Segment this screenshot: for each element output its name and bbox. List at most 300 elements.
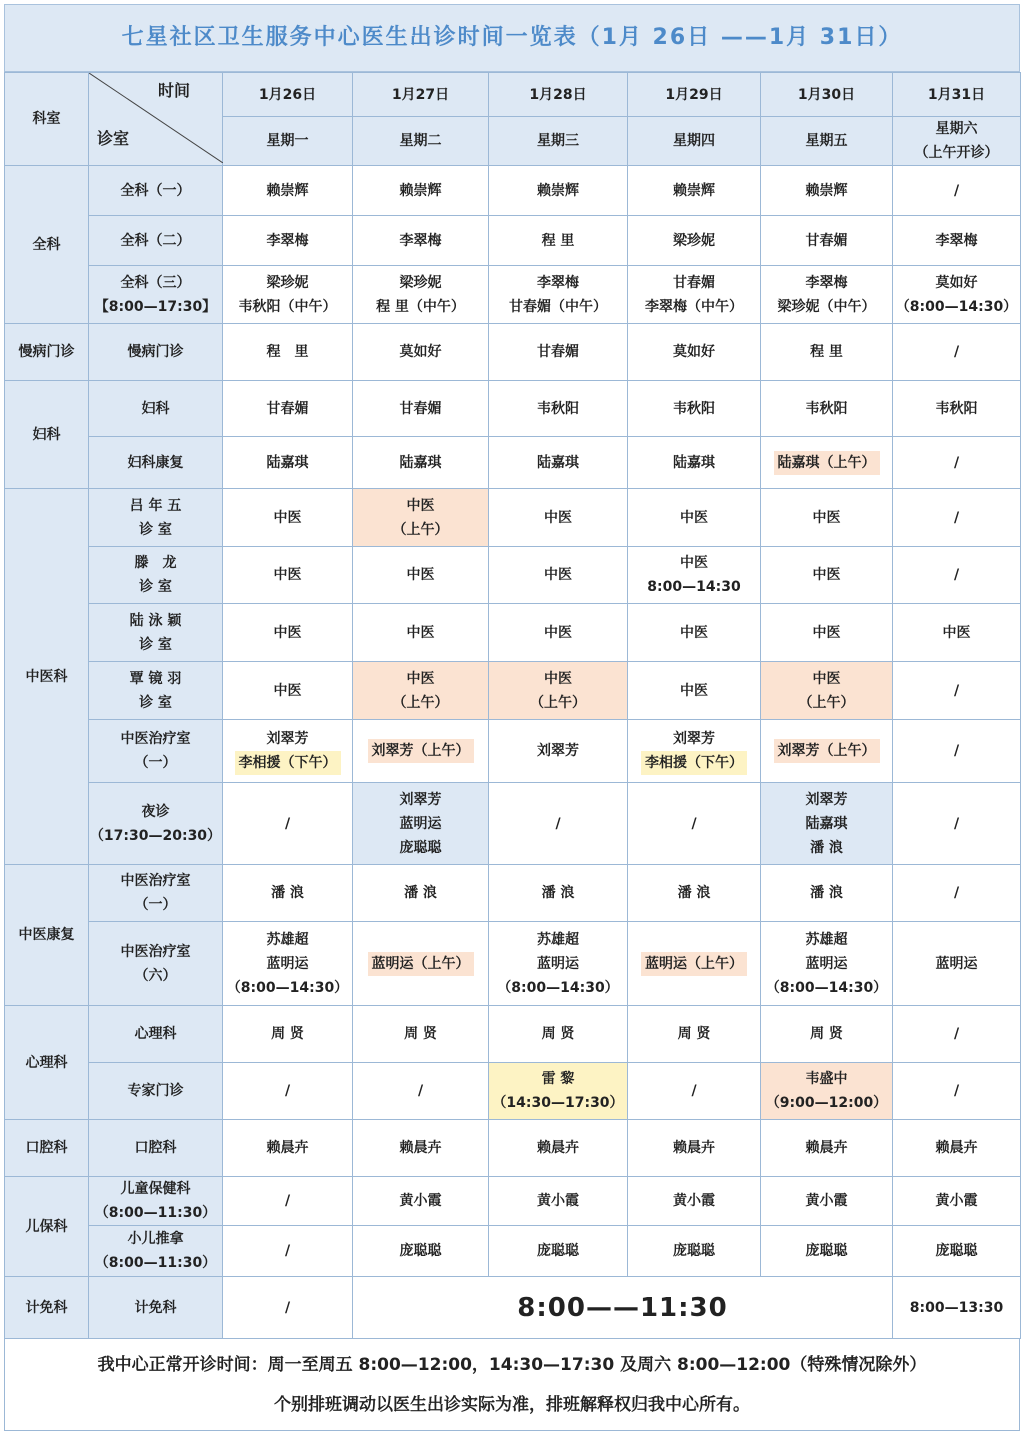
room-label: 诊 室 (139, 579, 172, 595)
room-label: 儿童保健科 (120, 1181, 191, 1197)
doctor-label: / (691, 1083, 697, 1099)
schedule-cell (761, 437, 893, 489)
schedule-cell (893, 216, 1021, 266)
schedule-cell (893, 324, 1021, 381)
room-label: 诊 室 (139, 694, 172, 711)
doctor-label: 蓝明运（上午） (641, 952, 747, 976)
room-label: 全科（三） (120, 274, 191, 291)
schedule-cell (223, 166, 353, 216)
doctor-label: 庞聪聪 (673, 1243, 715, 1259)
schedule-cell (761, 266, 893, 324)
doctor-label: 蓝明运 (805, 955, 848, 972)
dept-cell-tcm-rehab: 中医康复 (5, 865, 89, 1006)
doctor-label: 潘 浪 (677, 885, 711, 901)
schedule-cell (353, 1226, 489, 1277)
schedule-cell (628, 1063, 761, 1120)
dept-cell-general: 全科 (5, 166, 89, 324)
schedule-cell (893, 1226, 1021, 1277)
schedule-cell (628, 216, 761, 266)
schedule-cell (761, 720, 893, 783)
doctor-label: / (953, 567, 960, 583)
doctor-label: 中医 (406, 497, 435, 514)
room-label: 全科（二） (120, 232, 191, 249)
room-label: 专家门诊 (127, 1083, 184, 1099)
room-label: （8:00—11:30） (94, 1255, 217, 1271)
schedule-cell (353, 1177, 489, 1226)
doctor-label: 赖崇辉 (537, 182, 579, 199)
schedule-cell (489, 381, 628, 437)
doctor-label: 中医 (680, 624, 708, 641)
table-row (5, 1063, 1021, 1120)
schedule-cell (761, 216, 893, 266)
table-row (5, 266, 1021, 324)
schedule-cell (761, 922, 893, 1006)
doctor-label: 赖晨卉 (673, 1140, 715, 1156)
doctor-label: 周 贤 (404, 1026, 437, 1042)
schedule-cell (893, 1063, 1021, 1120)
dept-cell-gyn: 妇科 (5, 381, 89, 489)
schedule-cell (893, 1120, 1021, 1177)
schedule-cell (489, 489, 628, 547)
schedule-cell (893, 865, 1021, 922)
date-cell: 1月26日 (223, 73, 353, 117)
schedule-cell (628, 381, 761, 437)
schedule-cell (489, 922, 628, 1006)
schedule-cell (353, 1063, 489, 1120)
schedule-cell (893, 662, 1021, 720)
doctor-label: 莫如好 (673, 344, 715, 360)
room-label: （8:00—11:30） (94, 1205, 217, 1221)
doctor-label: 韦秋阳 (537, 400, 579, 417)
schedule-cell (893, 547, 1021, 604)
room-cell (89, 865, 223, 922)
doctor-label: 韦秋阳（中午） (238, 298, 337, 315)
schedule-cell (628, 166, 761, 216)
doctor-label: 赖崇辉 (805, 182, 848, 199)
room-header: 诊室 (97, 129, 130, 148)
doctor-label: 李翠梅 (805, 274, 848, 291)
schedule-cell (628, 865, 761, 922)
doctor-label: （9:00—12:00） (765, 1095, 888, 1111)
room-label: 陆 泳 颖 (129, 612, 182, 629)
room-cell (89, 1063, 223, 1120)
doctor-label: 甘春媚 (805, 232, 848, 249)
schedule-cell (353, 166, 489, 216)
schedule-cell (628, 1226, 761, 1277)
doctor-label: 蓝明运（上午） (368, 952, 474, 976)
table-row (5, 324, 1021, 381)
schedule-cell (761, 604, 893, 662)
doctor-label: 中医 (544, 670, 572, 687)
room-label: 妇科康复 (127, 454, 184, 471)
schedule-cell (893, 166, 1021, 216)
room-label: 中医治疗室 (120, 731, 191, 747)
doctor-label: / (953, 743, 960, 759)
schedule-cell (223, 720, 353, 783)
doctor-label: / (284, 1083, 291, 1099)
doctor-label: 庞聪聪 (805, 1243, 848, 1259)
doctor-label: 蓝明运 (935, 955, 978, 972)
doctor-label: 赖崇辉 (266, 182, 309, 199)
doctor-label: / (417, 1083, 424, 1099)
room-label: 中医治疗室 (120, 943, 191, 960)
schedule-cell-merged: 8:00——11:30 (353, 1277, 893, 1339)
doctor-label: （8:00—14:30） (226, 979, 349, 996)
schedule-cell: 8:00—13:30 (893, 1277, 1021, 1339)
schedule-cell (628, 266, 761, 324)
schedule-cell (761, 662, 893, 720)
doctor-label: 甘春媚 (673, 274, 715, 291)
doctor-label: 赖崇辉 (399, 182, 442, 199)
schedule-cell (761, 489, 893, 547)
dept-cell-chronic: 慢病门诊 (5, 324, 89, 381)
doctor-label: 雷 黎 (541, 1071, 575, 1087)
date-cell: 1月27日 (353, 73, 489, 117)
table-row (5, 783, 1021, 865)
doctor-label: 庞聪聪 (399, 1243, 442, 1259)
room-label: （一） (134, 897, 177, 913)
doctor-label: 赖晨卉 (935, 1140, 978, 1156)
schedule-cell (893, 437, 1021, 489)
doctor-label: 李翠梅 (537, 274, 579, 291)
doctor-label: 苏雄超 (805, 931, 848, 948)
doctor-label: 赖晨卉 (537, 1140, 579, 1156)
table-row (5, 720, 1021, 783)
doctor-label: 中医 (273, 509, 302, 526)
schedule-cell (489, 1006, 628, 1063)
header-date-row (5, 73, 1021, 117)
schedule-cell (761, 166, 893, 216)
doctor-label: / (953, 344, 960, 360)
schedule-cell (489, 604, 628, 662)
doctor-label: 潘 浪 (404, 885, 437, 901)
schedule-cell (761, 1006, 893, 1063)
dept-cell-child: 儿保科 (5, 1177, 89, 1277)
schedule-cell (353, 489, 489, 547)
doctor-label: 庞聪聪 (537, 1243, 579, 1259)
schedule-cell (353, 604, 489, 662)
table-row (5, 216, 1021, 266)
doctor-label: 周 贤 (541, 1026, 575, 1042)
schedule-cell (489, 1226, 628, 1277)
table-row (5, 1226, 1021, 1277)
doctor-label: （上午） (530, 694, 586, 711)
doctor-label: 梁珍妮 (266, 274, 309, 291)
schedule-cell (893, 604, 1021, 662)
schedule-cell (628, 1006, 761, 1063)
schedule-cell (223, 604, 353, 662)
doctor-label: 中医 (812, 567, 841, 583)
dept-cell-dental: 口腔科 (5, 1120, 89, 1177)
room-label: 【8:00—17:30】 (94, 298, 217, 315)
room-cell (89, 266, 223, 324)
doctor-label: / (953, 1026, 960, 1042)
schedule-cell (353, 381, 489, 437)
doctor-label: / (953, 815, 960, 832)
weekday-label: 星期六 (935, 121, 978, 137)
schedule-cell (489, 1063, 628, 1120)
doctor-label: （14:30—17:30） (492, 1095, 624, 1111)
schedule-cell (893, 922, 1021, 1006)
schedule-cell (628, 489, 761, 547)
schedule-page (4, 4, 1020, 1431)
schedule-cell (353, 720, 489, 783)
schedule-cell (893, 381, 1021, 437)
weekday-cell (893, 117, 1021, 166)
doctor-label: 黄小霞 (673, 1193, 715, 1209)
schedule-cell (893, 1006, 1021, 1063)
room-label: 慢病门诊 (127, 344, 184, 360)
schedule-cell (628, 547, 761, 604)
table-row (5, 865, 1021, 922)
doctor-label: 李翠梅 (266, 232, 309, 249)
doctor-label: 韦秋阳 (673, 400, 715, 417)
doctor-label: 梁珍妮 (673, 232, 715, 249)
schedule-cell (489, 1177, 628, 1226)
doctor-label: 赖崇辉 (673, 182, 715, 199)
doctor-label: 赖晨卉 (805, 1140, 848, 1156)
schedule-cell (761, 1177, 893, 1226)
doctor-label: 中医 (273, 567, 302, 583)
doctor-label: 黄小霞 (537, 1193, 579, 1209)
schedule-cell (489, 1120, 628, 1177)
schedule-cell (353, 216, 489, 266)
doctor-label: 莫如好 (935, 274, 978, 291)
doctor-label: 程 里 (266, 344, 309, 360)
doctor-label: / (953, 454, 960, 471)
doctor-label: 中医 (544, 624, 572, 641)
schedule-cell (223, 437, 353, 489)
schedule-cell (489, 324, 628, 381)
schedule-cell (353, 865, 489, 922)
weekday-cell: 星期三 (489, 117, 628, 166)
schedule-cell (628, 604, 761, 662)
room-cell (89, 547, 223, 604)
doctor-label: （8:00—14:30） (895, 298, 1018, 315)
room-cell (89, 324, 223, 381)
schedule-cell (353, 547, 489, 604)
doctor-label: 甘春媚 (399, 400, 442, 417)
room-cell (89, 720, 223, 783)
doctor-label: 程 里（中午） (376, 298, 465, 315)
table-row (5, 547, 1021, 604)
room-label: 诊 室 (139, 521, 172, 538)
doctor-label: 陆嘉琪 (805, 815, 848, 832)
doctor-label: / (284, 1193, 291, 1209)
doctor-label: 潘 浪 (810, 885, 843, 901)
schedule-cell (628, 1177, 761, 1226)
doctor-label: 陆嘉琪 (673, 454, 715, 471)
dept-header: 科室 (5, 73, 89, 166)
doctor-label: / (953, 182, 960, 199)
doctor-label: 李翠梅（中午） (645, 298, 743, 315)
doctor-label: 刘翠芳 (805, 791, 848, 808)
doctor-label: / (953, 885, 960, 901)
room-label: 中医治疗室 (120, 873, 191, 889)
table-row (5, 1177, 1021, 1226)
doctor-label: 中医 (406, 567, 435, 583)
doctor-label: 中医 (680, 509, 708, 526)
room-label: 全科（一） (120, 182, 191, 199)
weekday-note: （上午开诊） (914, 145, 999, 161)
doctor-label: 8:00—14:30 (647, 579, 741, 595)
schedule-cell (223, 489, 353, 547)
schedule-cell (223, 381, 353, 437)
doctor-label: 甘春媚 (266, 400, 309, 417)
doctor-label: 潘 浪 (271, 885, 304, 901)
schedule-cell (223, 1120, 353, 1177)
schedule-cell (628, 437, 761, 489)
schedule-cell (489, 437, 628, 489)
date-cell: 1月31日 (893, 73, 1021, 117)
schedule-cell (761, 381, 893, 437)
table-row (5, 166, 1021, 216)
date-cell: 1月29日 (628, 73, 761, 117)
schedule-cell (353, 266, 489, 324)
schedule-cell (353, 1120, 489, 1177)
schedule-cell (223, 1226, 353, 1277)
schedule-cell (223, 324, 353, 381)
doctor-label: 韦秋阳 (805, 400, 848, 417)
schedule-cell (761, 1063, 893, 1120)
schedule-cell (353, 662, 489, 720)
doctor-label: 中医 (406, 670, 435, 687)
doctor-label: 陆嘉琪 (399, 454, 442, 471)
doctor-label: （上午） (798, 694, 855, 711)
room-cell (89, 1226, 223, 1277)
doctor-label: / (691, 815, 697, 832)
doctor-label: 苏雄超 (266, 931, 309, 948)
doctor-label: 黄小霞 (935, 1193, 978, 1209)
doctor-label: 刘翠芳（上午） (368, 739, 474, 763)
doctor-label: 中医 (680, 682, 708, 699)
time-header: 时间 (157, 81, 190, 100)
doctor-label: 苏雄超 (537, 931, 579, 948)
schedule-cell (489, 662, 628, 720)
room-cell (89, 922, 223, 1006)
room-cell (89, 166, 223, 216)
doctor-label: / (555, 815, 561, 832)
footer-line-1: 我中心正常开诊时间：周一至周五 8:00—12:00，14:30—17:30 及周六 8:00—12:00（特殊情况除外） (97, 1355, 927, 1375)
doctor-label: 甘春媚 (537, 344, 579, 360)
doctor-label: 中医 (812, 509, 841, 526)
schedule-cell (893, 720, 1021, 783)
table-row (5, 381, 1021, 437)
doctor-label: 刘翠芳（上午） (774, 739, 880, 763)
doctor-label: （8:00—14:30） (497, 979, 619, 996)
room-label: 吕 年 五 (129, 497, 182, 514)
schedule-cell (628, 324, 761, 381)
dept-cell-psych: 心理科 (5, 1006, 89, 1120)
doctor-label: 李相援（下午） (641, 751, 747, 775)
room-label: 覃 镜 羽 (129, 670, 182, 687)
room-cell (89, 437, 223, 489)
room-label: 滕 龙 (134, 555, 177, 571)
room-label: 心理科 (134, 1026, 177, 1042)
room-cell (89, 604, 223, 662)
doctor-label: 潘 浪 (810, 839, 843, 856)
schedule-cell (893, 1177, 1021, 1226)
doctor-label: 甘春媚（中午） (509, 298, 607, 315)
doctor-label: / (284, 815, 291, 832)
doctor-label: （上午） (392, 521, 449, 538)
schedule-cell (353, 324, 489, 381)
doctor-label: 蓝明运 (399, 815, 442, 832)
schedule-cell (223, 922, 353, 1006)
schedule-cell (761, 547, 893, 604)
doctor-label: 李翠梅 (399, 232, 442, 249)
weekday-cell: 星期五 (761, 117, 893, 166)
doctor-label: 周 贤 (271, 1026, 304, 1042)
doctor-label: 李相援（下午） (235, 751, 341, 775)
schedule-cell (761, 783, 893, 865)
room-label: （17:30—20:30） (89, 827, 222, 844)
dept-cell-vaccine: 计免科 (5, 1277, 89, 1339)
doctor-label: / (953, 509, 960, 526)
doctor-label: 周 贤 (810, 1026, 843, 1042)
doctor-label: 周 贤 (677, 1026, 711, 1042)
room-label: 小儿推拿 (127, 1231, 184, 1247)
schedule-cell (893, 489, 1021, 547)
schedule-cell (489, 865, 628, 922)
weekday-cell: 星期二 (353, 117, 489, 166)
doctor-label: 梁珍妮（中午） (777, 298, 876, 315)
schedule-cell (223, 1177, 353, 1226)
schedule-cell (893, 783, 1021, 865)
weekday-cell: 星期四 (628, 117, 761, 166)
room-cell (89, 489, 223, 547)
schedule-cell (223, 1006, 353, 1063)
doctor-label: （上午） (392, 694, 449, 711)
room-label: 诊 室 (139, 636, 172, 653)
doctor-label: 刘翠芳 (537, 743, 579, 759)
doctor-label: 蓝明运 (537, 955, 579, 972)
room-label: 妇科 (141, 400, 170, 417)
table-row (5, 662, 1021, 720)
doctor-label: （8:00—14:30） (765, 979, 888, 996)
doctor-label: 中医 (544, 567, 572, 583)
date-cell: 1月28日 (489, 73, 628, 117)
schedule-cell (761, 1120, 893, 1177)
schedule-cell (489, 783, 628, 865)
schedule-cell (628, 1120, 761, 1177)
schedule-cell (353, 1006, 489, 1063)
schedule-cell (893, 266, 1021, 324)
table-row (5, 437, 1021, 489)
doctor-label: 程 里 (810, 344, 843, 360)
date-cell: 1月30日 (761, 73, 893, 117)
schedule-cell (628, 783, 761, 865)
doctor-label: 黄小霞 (399, 1193, 442, 1209)
doctor-label: 中医 (942, 624, 971, 641)
doctor-label: 刘翠芳 (673, 731, 715, 747)
room-label: （一） (134, 755, 177, 771)
doctor-label: 中医 (273, 682, 302, 699)
doctor-label: 黄小霞 (805, 1193, 848, 1209)
table-row (5, 922, 1021, 1006)
doctor-label: 赖晨卉 (399, 1140, 442, 1156)
room-cell: 计免科 (89, 1277, 223, 1339)
doctor-label: / (284, 1243, 291, 1259)
doctor-label: 中医 (544, 509, 572, 526)
schedule-cell (628, 720, 761, 783)
schedule-cell (761, 1226, 893, 1277)
schedule-cell (628, 662, 761, 720)
doctor-label: 蓝明运 (266, 955, 309, 972)
doctor-label: 庞聪聪 (935, 1243, 978, 1259)
doctor-label: 陆嘉琪 (537, 454, 579, 471)
schedule-table (4, 72, 1021, 1339)
